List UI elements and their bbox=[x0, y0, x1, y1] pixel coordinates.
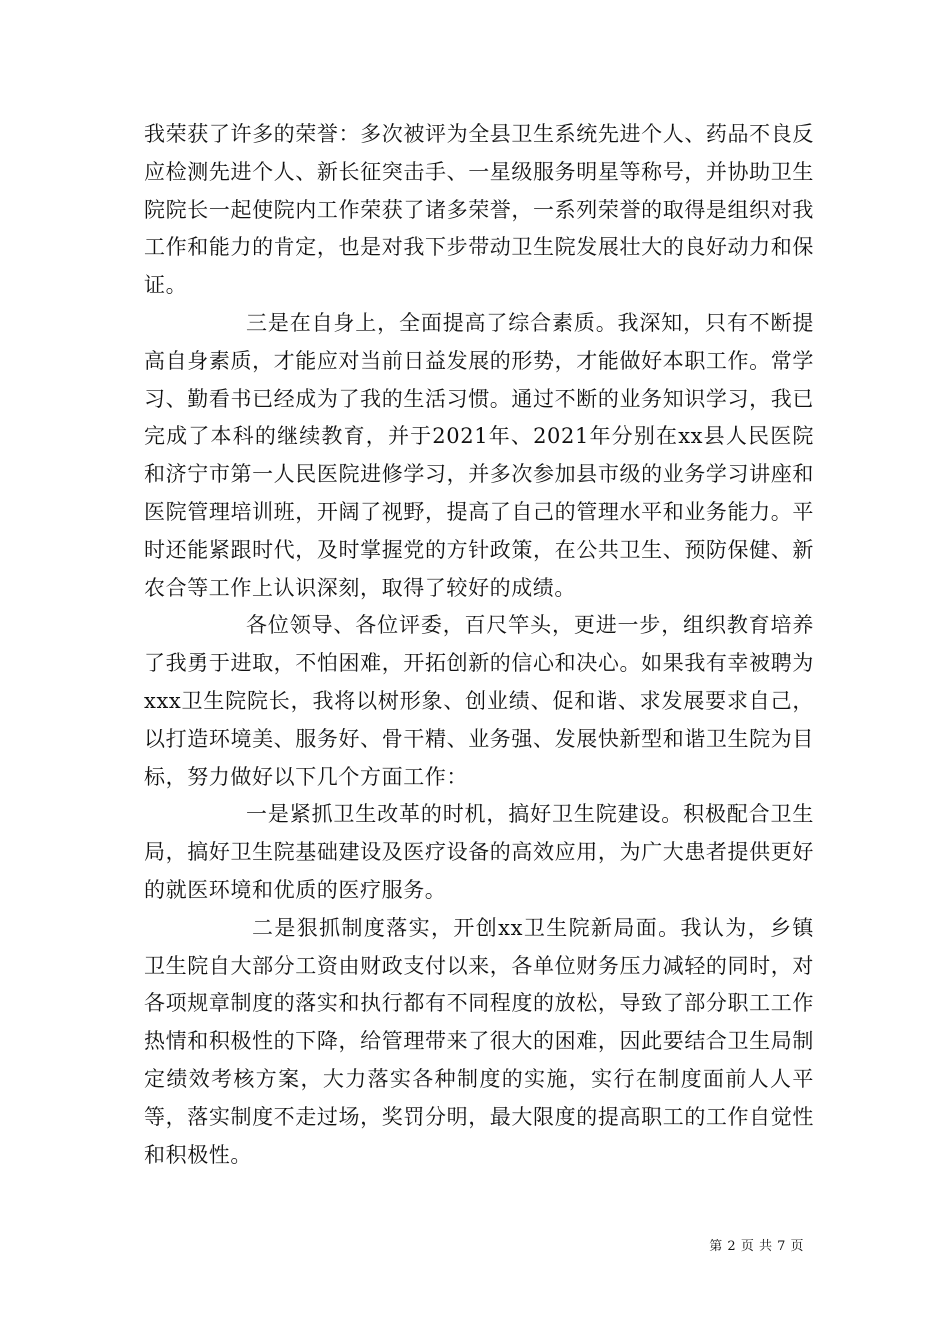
paragraph-point-one: 一是紧抓卫生改革的时机，搞好卫生院建设。积极配合卫生局，搞好卫生院基础建设及医疗设备的高效应用，为广大患者提供更好的就医环境和优质的医疗服务。 bbox=[144, 802, 814, 902]
paragraph-address-to-leaders: 各位领导、各位评委，百尺竿头，更进一步，组织教育培养了我勇于进取，不怕困难，开拓创新的信心和决心。如果我有幸被聘为xxx卫生院院长，我将以树形象、创业绩、促和谐、求发展要求自己，以打造环境美、服务好、骨干精、业务强、发展快新型和谐卫生院为目标，努力做好以下几个方面工作： bbox=[144, 613, 814, 789]
document-body bbox=[144, 116, 814, 1174]
paragraph-point-two: 二是狠抓制度落实，开创xx卫生院新局面。我认为，乡镇卫生院自大部分工资由财政支付以来，各单位财务压力减轻的同时，对各项规章制度的落实和执行都有不同程度的放松，导致了部分职工工作热情和积极性的下降，给管理带来了很大的困难，因此要结合卫生局制定绩效考核方案，大力落实各种制度的实施，实行在制度面前人人平等，落实制度不走过场，奖罚分明，最大限度的提高职工的工作自觉性和积极性。 bbox=[144, 915, 814, 1167]
paragraph-honors: 我荣获了许多的荣誉：多次被评为全县卫生系统先进个人、药品不良反应检测先进个人、新长征突击手、一星级服务明星等称号，并协助卫生院院长一起使院内工作荣获了诸多荣誉，一系列荣誉的取得是组织对我工作和能力的肯定，也是对我下步带动卫生院发展壮大的良好动力和保证。 bbox=[144, 122, 814, 298]
paragraph-self-improvement: 三是在自身上，全面提高了综合素质。我深知，只有不断提高自身素质，才能应对当前日益发展的形势，才能做好本职工作。常学习、勤看书已经成为了我的生活习惯。通过不断的业务知识学习，我已完成了本科的继续教育，并于2021年、2021年分别在xx县人民医院和济宁市第一人民医院进修学习，并多次参加县市级的业务学习讲座和医院管理培训班，开阔了视野，提高了自己的管理水平和业务能力。平时还能紧跟时代，及时掌握党的方针政策，在公共卫生、预防保健、新农合等工作上认识深刻，取得了较好的成绩。 bbox=[144, 310, 814, 600]
page-number-footer: 第 2 页 共 7 页 bbox=[709, 1239, 804, 1254]
